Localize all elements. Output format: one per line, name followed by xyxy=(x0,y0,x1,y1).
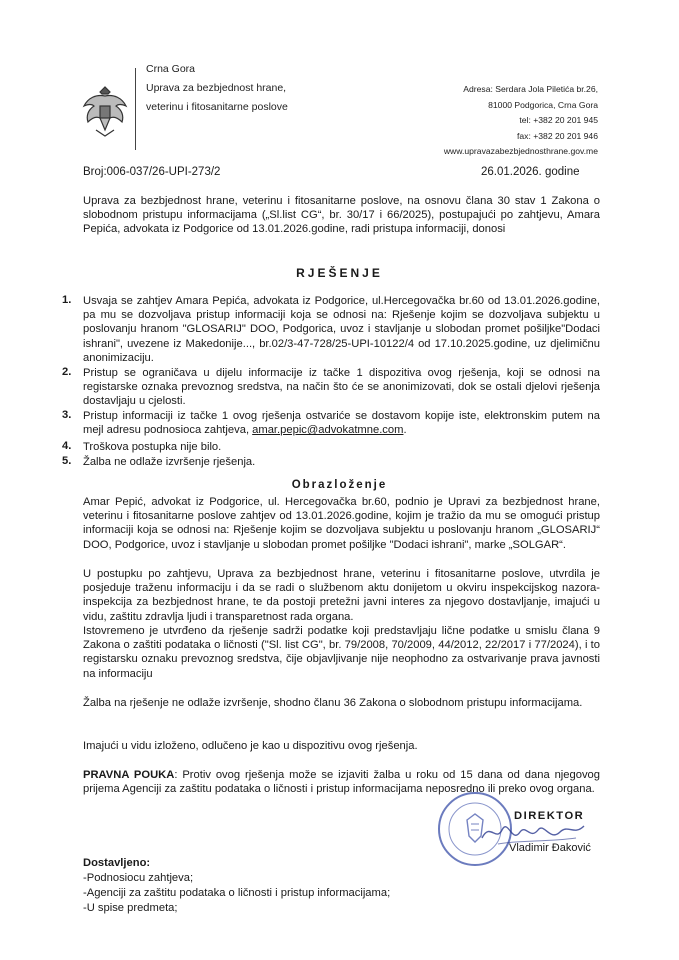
signatory-title: DIREKTOR xyxy=(514,810,585,822)
reasoning-title: Obrazloženje xyxy=(291,479,388,491)
delivered-item: -Agenciji za zaštitu podataka o ličnosti i pristup informacijama; xyxy=(83,887,391,899)
org-country: Crna Gora xyxy=(146,63,196,75)
item-text: Pristup se ograničava u dijelu informacije iz tačke 1 dispozitiva ovog rješenja, koji se odnosi na registarske oznaka prevoznog sredstva, na način što će se anonimizovati, dok se ostali djelovi rješenja dostavljaju u cjelosti. xyxy=(83,367,600,408)
address-web[interactable]: www.upravazabezbjednosthrane.gov.me xyxy=(443,146,598,156)
address-city: 81000 Podgorica, Crna Gora xyxy=(488,99,598,110)
item-number: 3. xyxy=(62,409,72,421)
item-text-wrap: Pristup informaciji iz tačke 1 ovog rješenja ostvariće se dostavom kopije iste, elektronskim putem na mejl adresu podnosioca zahtjeva, amar.pepic@advokatmne.com. xyxy=(83,410,600,437)
intro-paragraph: Uprava za bezbjednost hrane, veterinu i fitosanitarne poslove, na osnovu člana 30 stav 1 Zakona o slobodnom pristupu informacijama („Sl.list CG“, br. 30/17 i 66/2025), postupajući po zahtjevu, Amara Pepića, advokata iz Podgorice od 13.01.2026.godine, radi pristupa informaciji, donosi xyxy=(83,195,600,236)
header-divider xyxy=(135,68,136,150)
decision-title: RJEŠENJE xyxy=(296,266,383,280)
item-number: 2. xyxy=(62,366,72,378)
item-number: 1. xyxy=(62,294,72,306)
legal-notice xyxy=(83,768,600,796)
item-text: Pristup informaciji iz tačke 1 ovog rješenja ostvariće se dostavom kopije iste, elektronskim putem na mejl adresu podnosioca zahtjeva, xyxy=(83,410,600,437)
delivered-title: Dostavljeno: xyxy=(83,857,151,869)
address-fax: fax: +382 20 201 946 xyxy=(517,130,598,141)
address-tel: tel: +382 20 201 945 xyxy=(519,115,598,125)
reasoning-paragraph: Amar Pepić, advokat iz Podgorice, ul. Hercegovačka br.60, podnio je Upravi za bezbjednost hrane, veterinu i fitosanitarne poslove zahtjev od 13.01.2026.godine, kojim je tražio da mu se omogući pristup informaciji koja se odnosi na: Rješenje kojim se dozvoljava subjektu u poslovanju hranom „GLOSARIJ“ DOO, Podgorice, uvoz i stavljanje u slobodan promet pošiljke "Dodaci ishrani", marke „SOLGAR“. xyxy=(83,496,600,551)
delivered-item: -Podnosiocu zahtjeva; xyxy=(83,872,194,884)
address-street: Adresa: Serdara Jola Piletića br.26, xyxy=(463,84,598,94)
reasoning-paragraph: Istovremeno je utvrđeno da rješenje sadrži podatke koji predstavljaju lične podatke u smislu člana 9 Zakona o zaštiti podataka o ličnosti ("Sl. list CG", br. 79/2008, 70/2009, 44/2012, 22/2017 i 77/2024), i to registarsku oznaku prevoznog sredstva, čije objavljivanje nije neophodno za ostvarivanje prava javnosti na informaciju xyxy=(83,625,600,680)
address-block xyxy=(444,82,598,160)
email-link[interactable]: amar.pepic@advokatmne.com xyxy=(252,424,404,437)
org-name: Uprava za bezbjednost hrane, xyxy=(146,82,287,94)
coat-of-arms-logo xyxy=(78,84,132,138)
reference-number: Broj:006-037/26-UPI-273/2 xyxy=(83,166,221,178)
reasoning-paragraph: Žalba na rješenje ne odlaže izvršenje, shodno članu 36 Zakona o slobodnom pristupu informacijama. xyxy=(83,697,583,709)
item-number: 4. xyxy=(62,440,72,452)
item-text: Žalba ne odlaže izvršenje rješenja. xyxy=(83,456,256,468)
legal-notice-label: PRAVNA POUKA xyxy=(83,769,175,781)
item-number: 5. xyxy=(62,455,72,467)
org-block xyxy=(146,60,288,117)
delivered-item: -U spise predmeta; xyxy=(83,902,178,914)
item-text: Usvaja se zahtjev Amara Pepića, advokata iz Podgorice, ul.Hercegovačka br.60 od 13.01.2026.godine, pa mu se dozvoljava pristup informaciji koja se odnosi na: Rješenje kojim se dozvoljava subjektu u poslovanju hranom "GLOSARIJ" DOO, Podgorica, uvoz i stavljanje u slobodan promet pošiljke"Dodaci ishrani", uvezene iz Makedonije..., br.02/3-47-728/25-UPI-10122/4 od 17.10.2025.godine, uz djelimičnu anonimizaciju. xyxy=(83,295,600,364)
signatory-name: Vladimir Đaković xyxy=(509,842,591,854)
org-name-cont: veterinu i fitosanitarne poslove xyxy=(146,101,288,113)
legal-notice-text: : Protiv ovog rješenja može se izjaviti žalba u roku od 15 dana od dana njegovog prijema Agenciji za zaštitu podataka o ličnosti i pristup informacijama neposredno ili preko ovog organa. xyxy=(83,769,600,796)
reasoning-paragraph: U postupku po zahtjevu, Uprava za bezbjednost hrane, veterinu i fitosanitarne poslove, utvrdila je posjeduje traženu informaciju i da se radi o službenom aktu donijetom u okviru inspekcijskog nazora-inspekcija za bezbjednost hrane, te da postoji pretežni javni interes za njegovo dostavljanje, imajući u vidu, zaštitu zdravlja ljudi i transparetnost rada organa. xyxy=(83,568,600,623)
item-text: Troškova postupka nije bilo. xyxy=(83,441,222,453)
document-date: 26.01.2026. godine xyxy=(481,166,580,178)
reasoning-paragraph: Imajući u vidu izloženo, odlučeno je kao u dispozitivu ovog rješenja. xyxy=(83,740,418,752)
